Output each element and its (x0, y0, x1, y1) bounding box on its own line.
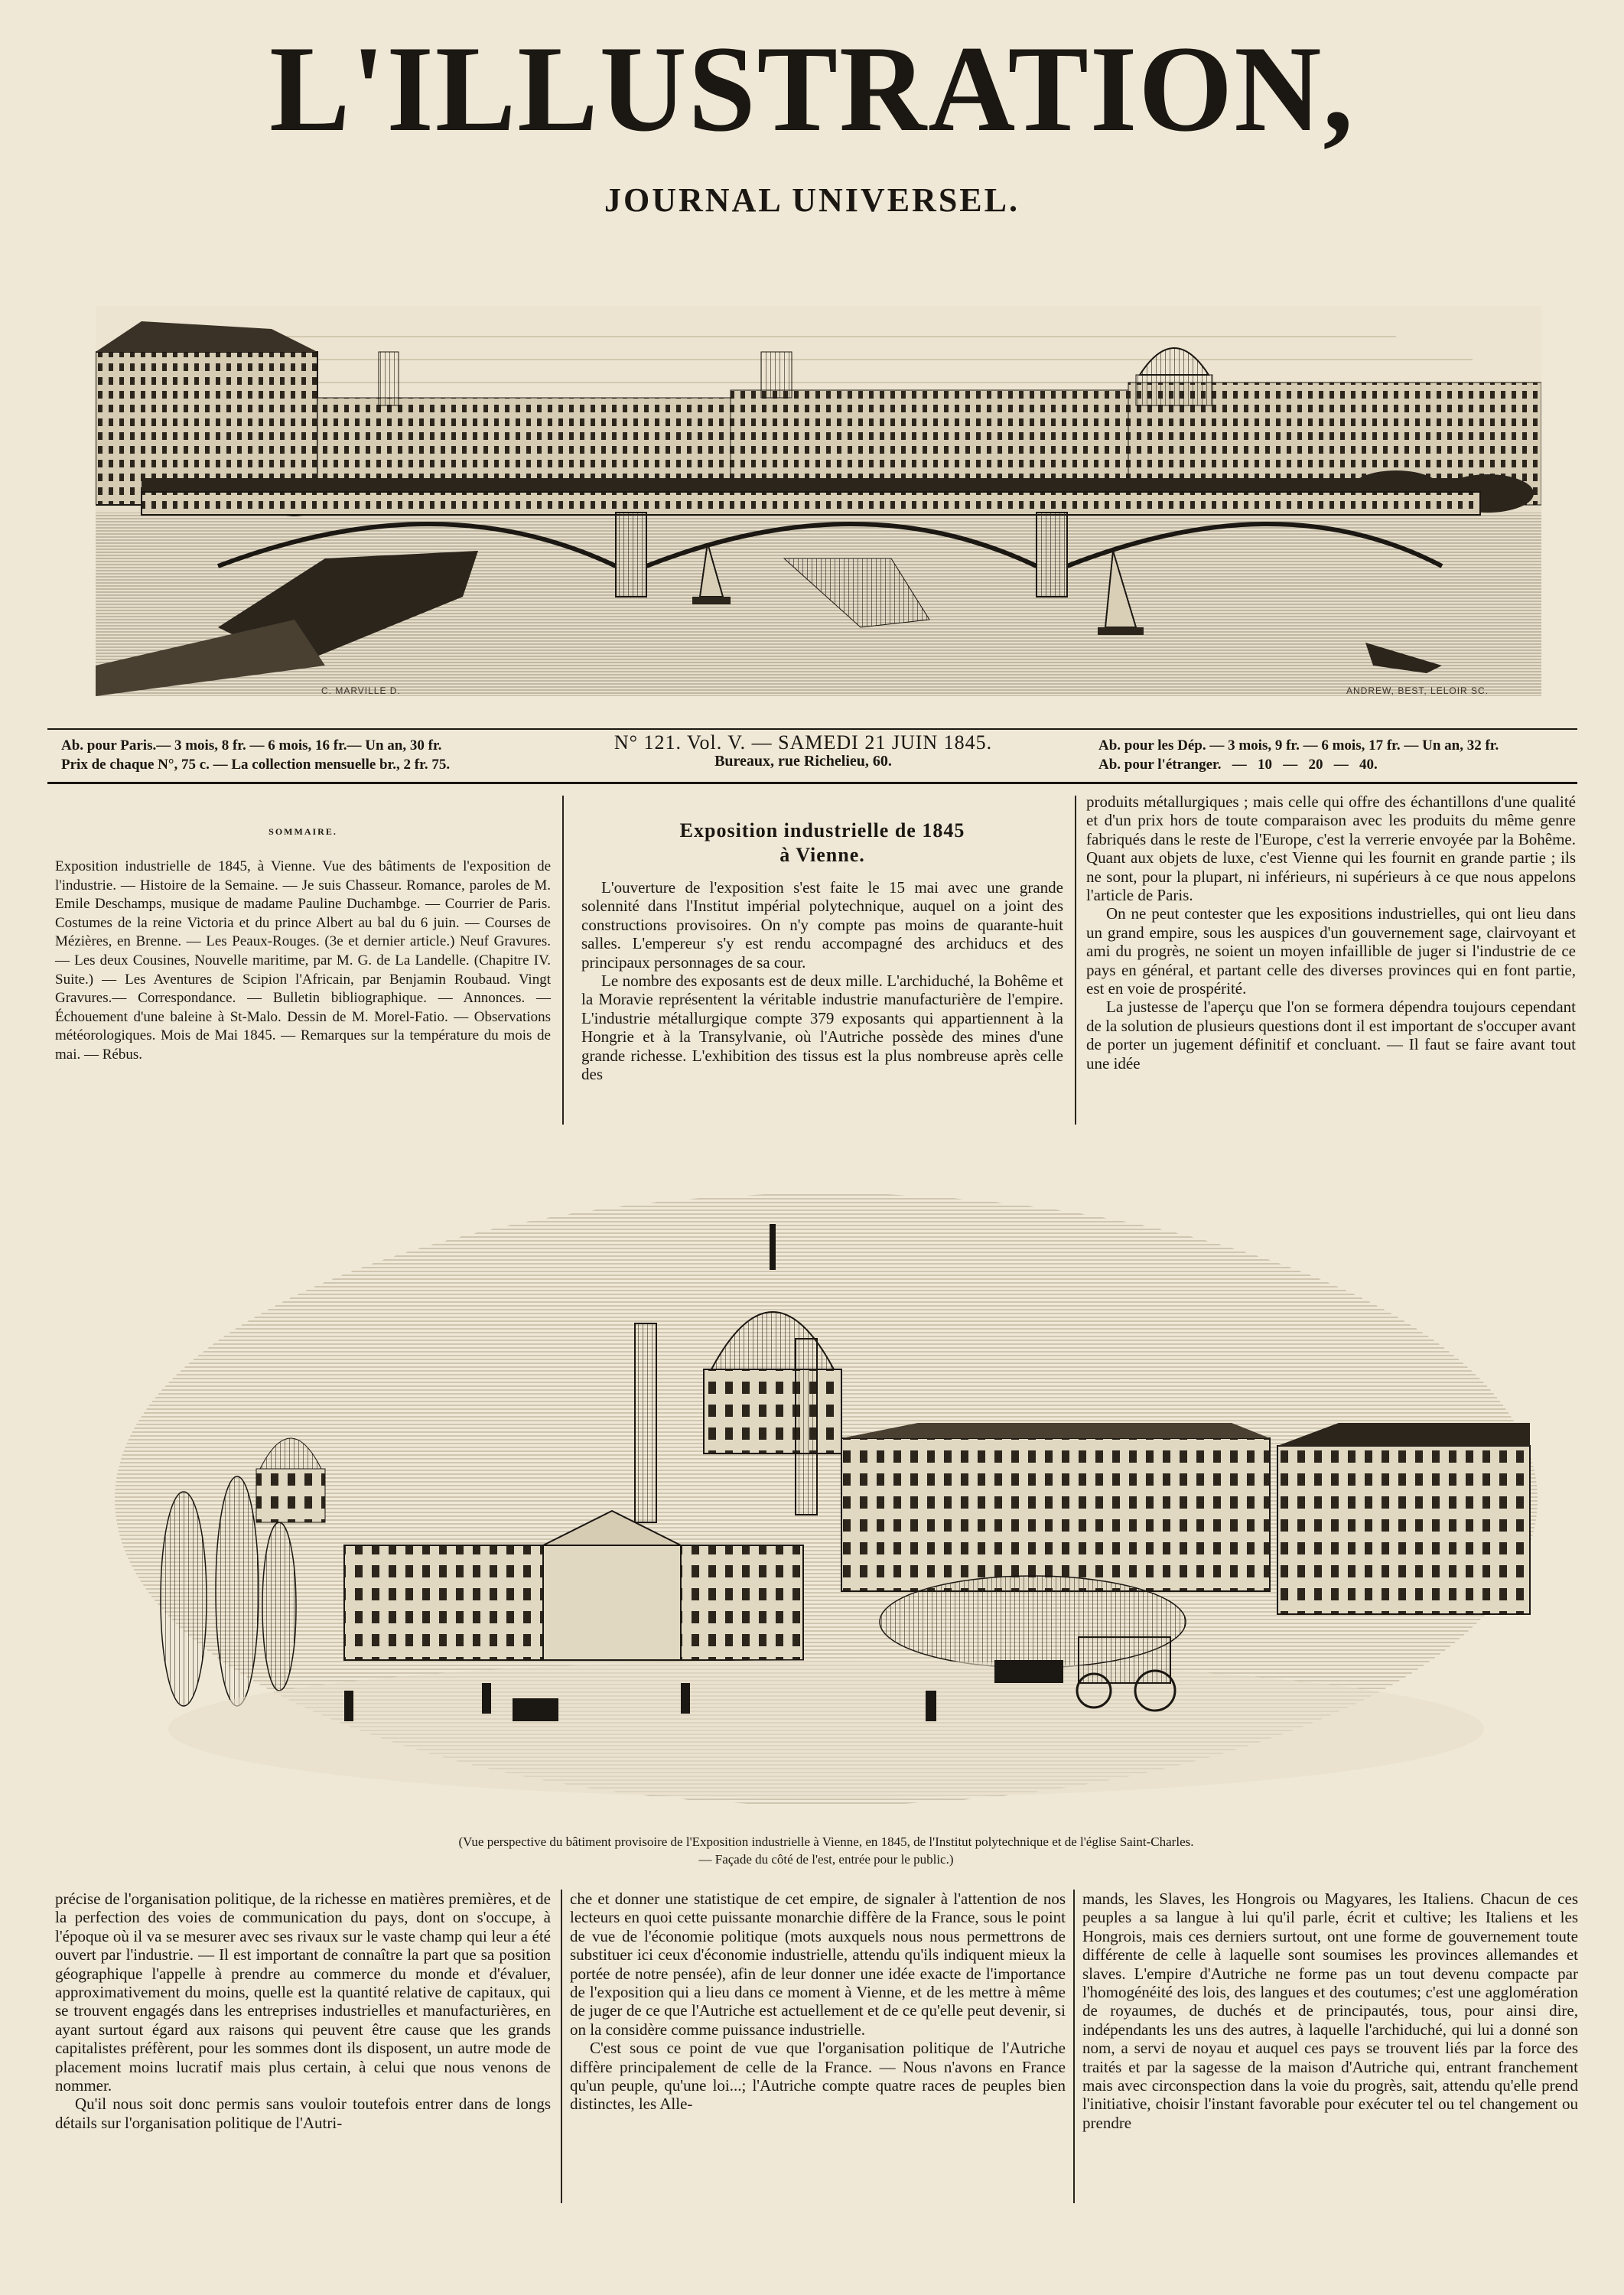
article-title-line1: Exposition industrielle de 1845 (679, 819, 965, 842)
bottom-column-2 (570, 1890, 1066, 2114)
article-paragraph: précise de l'organisation politique, de la richesse en matières premières, et de la perfection des voies de communication du pays, dont on s'occupe, à l'époque où il va se mesurer avec ses rivaux sur le vaste champ qui leur a été ouvert par l'industrie. — Il est important de connaître la part que sa position géographique l'appelle à prendre au commerce du monde et d'évaluer, approximativement du moins, quelle est la quantité relative de capitaux, qui se trouvent engagés dans les entreprises industrielles et manufacturières, en ayant surtout égard aux raisons qui peuvent être cause que les grands capitalistes préfèrent, pour les sommes dont ils disposent, un autre mode de placement moins lucratif mais plus certain, à celui que nous venons de nommer. (55, 1890, 551, 2095)
article-paragraph: produits métallurgiques ; mais celle qui offre des échantillons d'une qualité et d'un prix hors de toute comparaison avec les produits du même genre fabriqués dans le reste de l'Europe, c'est la verrerie envoyée par la Bohême. Quant aux objets de luxe, c'est Vienne qui les fournit en grande partie ; ils ne sont, pour la plupart, ni inférieurs, ni supérieurs à ce que nous appelons l'article de Paris. (1086, 793, 1576, 905)
engraving-credit-right: ANDREW, BEST, LELOIR SC. (1346, 685, 1489, 696)
caption-line-2: — Façade du côté de l'est, entrée pour le public.) (698, 1852, 954, 1867)
sommaire-text: Exposition industrielle de 1845, à Vienne. Vue des bâtiments de l'exposition de l'industrie. — Histoire de la Semaine. — Je suis Chasseur. Romance, paroles de M. Emile Deschamps, musique de madame Pauline Duchambge. — Courrier de Paris. Costumes de la reine Victoria et du prince Albert au bal du 6 juin. — Courses de Mézières, en Brenne. — Les Peaux-Rouges. (3e et dernier article.) Neuf Gravures. — Les deux Cousines, Nouvelle maritime, par M. G. de La Landelle. (Chapitre IV. Suite.) — Les Aventures de Scipion l'Africain, par Benjamin Roubaud. Vingt Gravures.— Correspondance. — Bulletin bibliographique. — Annonces. — Échouement d'une baleine à St-Malo. Dessin de M. Morel-Fatio. — Observations météorologiques. Mois de Mai 1845. — Remarques sur la température du mois de mai. — Rébus. (55, 858, 551, 1063)
article-paragraph: C'est sous ce point de vue que l'organisation politique de l'Autriche diffère principalement de celle de la France. — Nous n'avons en France qu'un peuple, qu'une loi...; l'Autriche compte quatre races de peuples bien distinctes, les Alle- (570, 2039, 1066, 2114)
bridge-engraving (96, 306, 1541, 696)
article-paragraph: Qu'il nous soit donc permis sans vouloir toutefois entrer dans de longs détails sur l'organisation politique de l'Autri- (55, 2095, 551, 2132)
column-rule-2 (1075, 796, 1076, 1125)
subscription-foreign-line2: Ab. pour l'étranger. — 10 — 20 — 40. (1098, 757, 1378, 773)
sommaire-column (55, 826, 551, 1065)
subscription-dep-line1: Ab. pour les Dép. — 3 mois, 9 fr. — 6 mois, 17 fr. — Un an, 32 fr. (1098, 737, 1499, 754)
column-rule-1 (562, 796, 564, 1125)
subscription-paris-line1: Ab. pour Paris.— 3 mois, 8 fr. — 6 mois, 16 fr.— Un an, 30 fr. (61, 737, 442, 754)
masthead-title: L'ILLUSTRATION, (269, 21, 1355, 158)
infobar-bottom-rule (47, 782, 1577, 784)
article-paragraph: Le nombre des exposants est de deux mille. L'archiduché, la Bohême et la Moravie représentent la véritable industrie manufacturière de l'empire. L'industrie métallurgique compte 379 exposants qui appartiennent à la Hongrie et à la Transylvanie, où l'Autriche possède des mines d'une grande richesse. L'exhibition des tissus est la plus nombreuse après celle des (581, 972, 1063, 1084)
masthead-subtitle: JOURNAL UNIVERSEL. (604, 181, 1020, 219)
article-paragraph: La justesse de l'aperçu que l'on se formera dépendra toujours cependant de la solution de plusieurs questions dont il est important de s'occuper avant de porter un jugement définitif et concluant. — Il faut se faire avant tout une idée (1086, 998, 1576, 1073)
issue-number: N° 121. Vol. V. — SAMEDI 21 JUIN 1845. (613, 731, 993, 754)
bottom-column-3 (1082, 1890, 1578, 2132)
article-column-3 (1086, 793, 1576, 1073)
article-paragraph: che et donner une statistique de cet empire, de signaler à l'attention de nos lecteurs en quoi cette puissante monarchie diffère de la France, sous le point de vue de l'économie politique (mots auxquels nous nous permettrons de substituer ici ceux d'économie industrielle, attendu qu'ils indiquent mieux la portée de notre pensée), afin de leur donner une idée exacte de l'importance de l'exposition qui a lieu dans ce moment à Vienne, et de les mettre à même de juger de ce que l'Autriche est actuellement et de ce qu'elle peut devenir, si on la considère comme puissance industrielle. (570, 1890, 1066, 2039)
subscription-departements (1098, 736, 1499, 774)
article-column-2 (581, 819, 1063, 1083)
column-rule-3 (561, 1890, 562, 2203)
caption-line-1: (Vue perspective du bâtiment provisoire de l'Exposition industrielle à Vienne, en 1845, de l'Institut polytechnique et de l'église Saint-Charles. (458, 1834, 1194, 1849)
infobar-top-rule (47, 728, 1577, 730)
issue-info (566, 733, 1040, 771)
engraving-credit-left: C. MARVILLE D. (321, 685, 401, 696)
sommaire-heading: SOMMAIRE. (268, 826, 337, 837)
column-rule-4 (1073, 1890, 1075, 2203)
subscription-paris (61, 736, 450, 774)
subscription-paris-line2: Prix de chaque N°, 75 c. — La collection mensuelle br., 2 fr. 75. (61, 757, 451, 773)
engraving-caption (115, 1833, 1538, 1868)
article-title-line2: à Vienne. (779, 844, 865, 866)
article-title (581, 819, 1063, 868)
article-paragraph: L'ouverture de l'exposition s'est faite le 15 mai avec une grande solennité dans l'Institut impérial polytechnique, auquel on a joint des constructions provisoires. On n'y compte pas moins de quarante-huit salles. L'empereur s'y est rendu accompagné des archiducs et des principaux personnages de sa cour. (581, 878, 1063, 972)
exposition-illustration (115, 1193, 1538, 1805)
bureau-address: Bureaux, rue Richelieu, 60. (714, 753, 892, 770)
article-paragraph: On ne peut contester que les expositions industrielles, qui ont lieu dans un grand empire, sous les auspices d'un gouvernement sage, clairvoyant et ami du progrès, ne soient un moyen infaillible de juger si l'industrie de ce pays en général, et partant celle des diverses provinces qui en font partie, est en voie de prospérité. (1086, 904, 1576, 998)
bridge-illustration (96, 306, 1541, 696)
bottom-column-1 (55, 1890, 551, 2132)
article-paragraph: mands, les Slaves, les Hongrois ou Magyares, les Italiens. Chacun de ces peuples a sa langue à lui qu'il parle, écrit et cultive; les Italiens et les Hongrois, mais ces derniers surtout, ont une forme de gouvernement toute différente de celle à laquelle sont soumises les provinces allemandes et slaves. L'empire d'Autriche ne forme pas un tout devenu compacte par l'homogénéité des lois, des langues et des coutumes; c'est une agglomération de royaumes, de duchés et de principautés, tous, pour ainsi dire, indépendants les uns des autres, à laquelle l'archiduché, qui lui a donné son nom, a servi de noyau et auquel ces pays se trouvent liés par la force des traités et par la sagesse de la maison d'Autriche qui, entrant franchement mais avec circonspection dans la voie du progrès, sait, attendu qu'elle prend l'initiative, choisir l'instant favorable pour exécuter tel ou tel changement ou prendre (1082, 1890, 1578, 2132)
vienna-exposition-engraving (115, 1193, 1538, 1805)
